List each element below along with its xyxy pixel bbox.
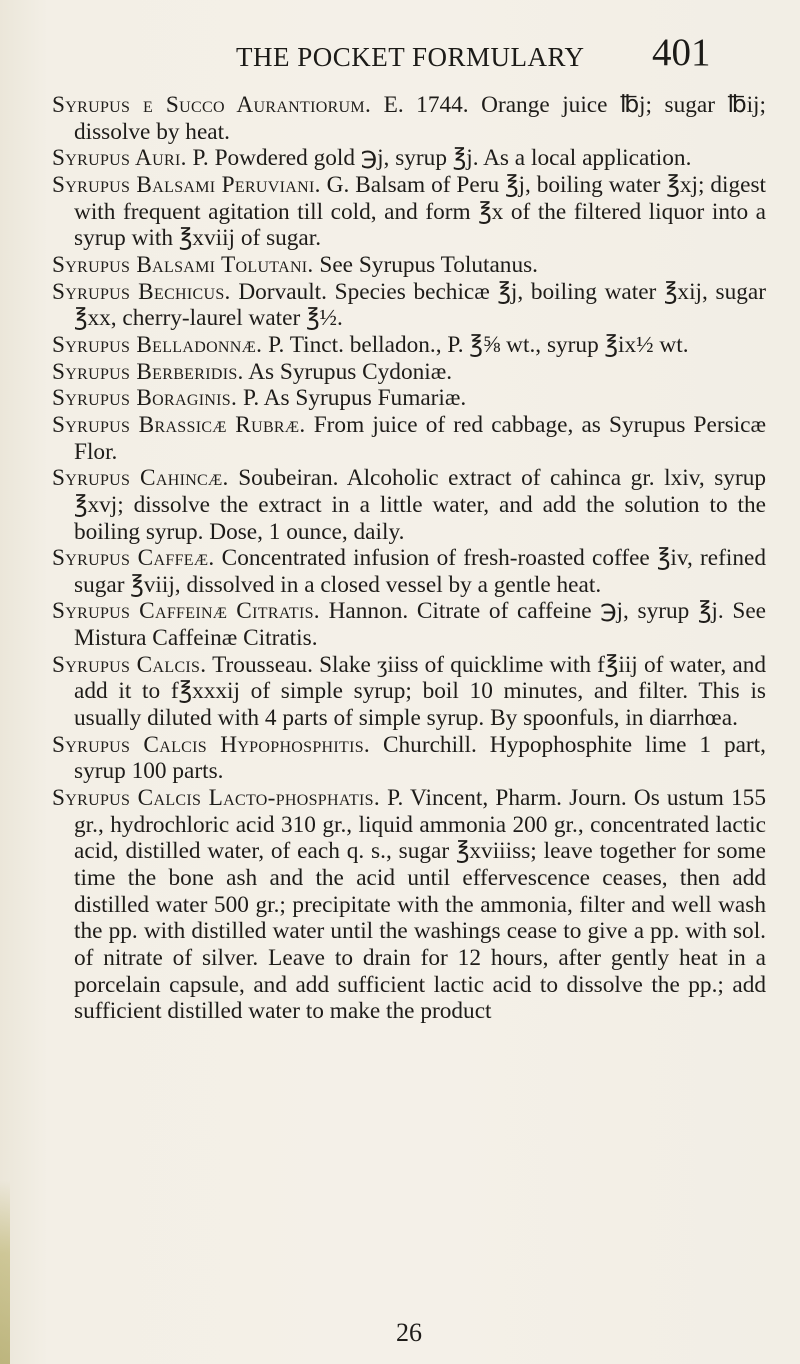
entry-text: E. 1744. Orange juice ℔j; sugar ℔ij; dissolve by heat. [74, 92, 766, 145]
entry [52, 652, 766, 732]
signature-mark: 26 [396, 1318, 422, 1347]
entry-term: Syrupus Berberidis. [52, 358, 244, 385]
entry-term: Syrupus Cahincæ. [52, 465, 229, 492]
entry-term: Syrupus Brassicæ Rubræ. [52, 411, 306, 438]
entry-term: Syrupus Balsami Tolutani. [52, 251, 314, 278]
entry-text: P. Powdered gold ℈j, syrup ℥j. As a local application. [186, 145, 692, 172]
entry-term: Syrupus Balsami Peruviani. [52, 171, 321, 198]
entry-text: Concentrated infusion of fresh-roasted coffee ℥iv, refined sugar ℥viij, dissolved in a closed vessel by a gentle heat. [74, 545, 766, 598]
entry-text: See Syrupus Tolutanus. [313, 251, 538, 278]
entry-text: P. Vincent, Pharm. Journ. Os ustum 155 gr., hydrochloric acid 310 gr., liquid ammonia 200 gr., concentrated lactic acid, distilled water, of each q. s., sugar ℥xviiiss; leave together for some time the bone ash and the acid until effervescence ceases, then add distilled water 500 gr.; precipitate with the ammonia, filter and well wash the pp. with distilled water until the washings cease to give a pp. with sol. of nitrate of silver. Leave to drain for 12 hours, after gently heat in a porcelain capsule, and add sufficient lactic acid to dissolve the pp.; add sufficient distilled water to make the product [74, 785, 766, 1025]
entry-term: Syrupus e Succo Aurantiorum. [52, 92, 372, 118]
entry [52, 785, 766, 1025]
entry-term: Syrupus Boraginis. [52, 385, 238, 412]
entry [52, 92, 766, 145]
entry-text: Trousseau. Slake ʒiiss of quicklime with f℥iij of water, and add it to f℥xxxij of simple syrup; boil 10 minutes, and filter. This is usually diluted with 4 parts of simple syrup. By spoonfuls, in diarrhœa. [74, 651, 766, 732]
entry-text: From juice of red cabbage, as Syrupus Persicæ Flor. [74, 411, 767, 465]
entry-text: G. Balsam of Peru ℥j, boiling water ℥xj; digest with frequent agitation till cold, and form ℥x of the filtered liquor into a syrup with ℥xviij of sugar. [74, 171, 767, 252]
entry [52, 252, 766, 279]
entry-text: Churchill. Hypophosphite lime 1 part, syrup 100 parts. [74, 731, 766, 785]
entry-text: P. Tinct. belladon., P. ℥⅝ wt., syrup ℥ix½ wt. [262, 331, 689, 358]
entry-term: Syrupus Calcis Hypophosphitis. [52, 731, 371, 758]
entry [52, 359, 766, 386]
entry-term: Syrupus Bechicus. [52, 278, 231, 305]
entry-term: Syrupus Calcis Lacto-phosphatis. [52, 785, 380, 812]
entry-text: As Syrupus Cydoniæ. [243, 358, 453, 385]
formulary-entries [52, 92, 766, 1025]
entry-term: Syrupus Belladonnæ. [52, 331, 263, 358]
entry-term: Syrupus Calcis. [52, 651, 207, 678]
entry-term: Syrupus Caffeinæ Citratis. [52, 598, 320, 625]
entry-text: Dorvault. Species bechicæ ℥j, boiling water ℥xij, sugar ℥xx, cherry-laurel water ℥½. [74, 278, 766, 332]
entry-term: Syrupus Caffeæ. [52, 545, 215, 572]
entry-text: Hannon. Citrate of caffeine ℈j, syrup ℥j. See Mistura Caffeinæ Citratis. [74, 598, 767, 652]
entry [52, 732, 766, 785]
page-edge-stain [0, 1180, 10, 1364]
entry [52, 412, 766, 465]
page-number: 401 [652, 31, 711, 74]
running-head: THE POCKET FORMULARY [236, 42, 585, 72]
entry [52, 172, 766, 252]
page-header [0, 30, 800, 80]
entry [52, 598, 766, 651]
entry [52, 465, 766, 545]
entry-term: Syrupus Auri. [52, 145, 187, 172]
entry-text: P. As Syrupus Fumariæ. [237, 385, 467, 412]
entry [52, 279, 766, 332]
entry [52, 545, 766, 598]
entry [52, 385, 766, 412]
entry [52, 145, 766, 172]
entry-text: Soubeiran. Alcoholic extract of cahinca gr. lxiv, syrup ℥xvj; dissolve the extract in a little water, and add the solution to the boiling syrup. Dose, 1 ounce, daily. [74, 465, 767, 545]
entry [52, 332, 766, 359]
